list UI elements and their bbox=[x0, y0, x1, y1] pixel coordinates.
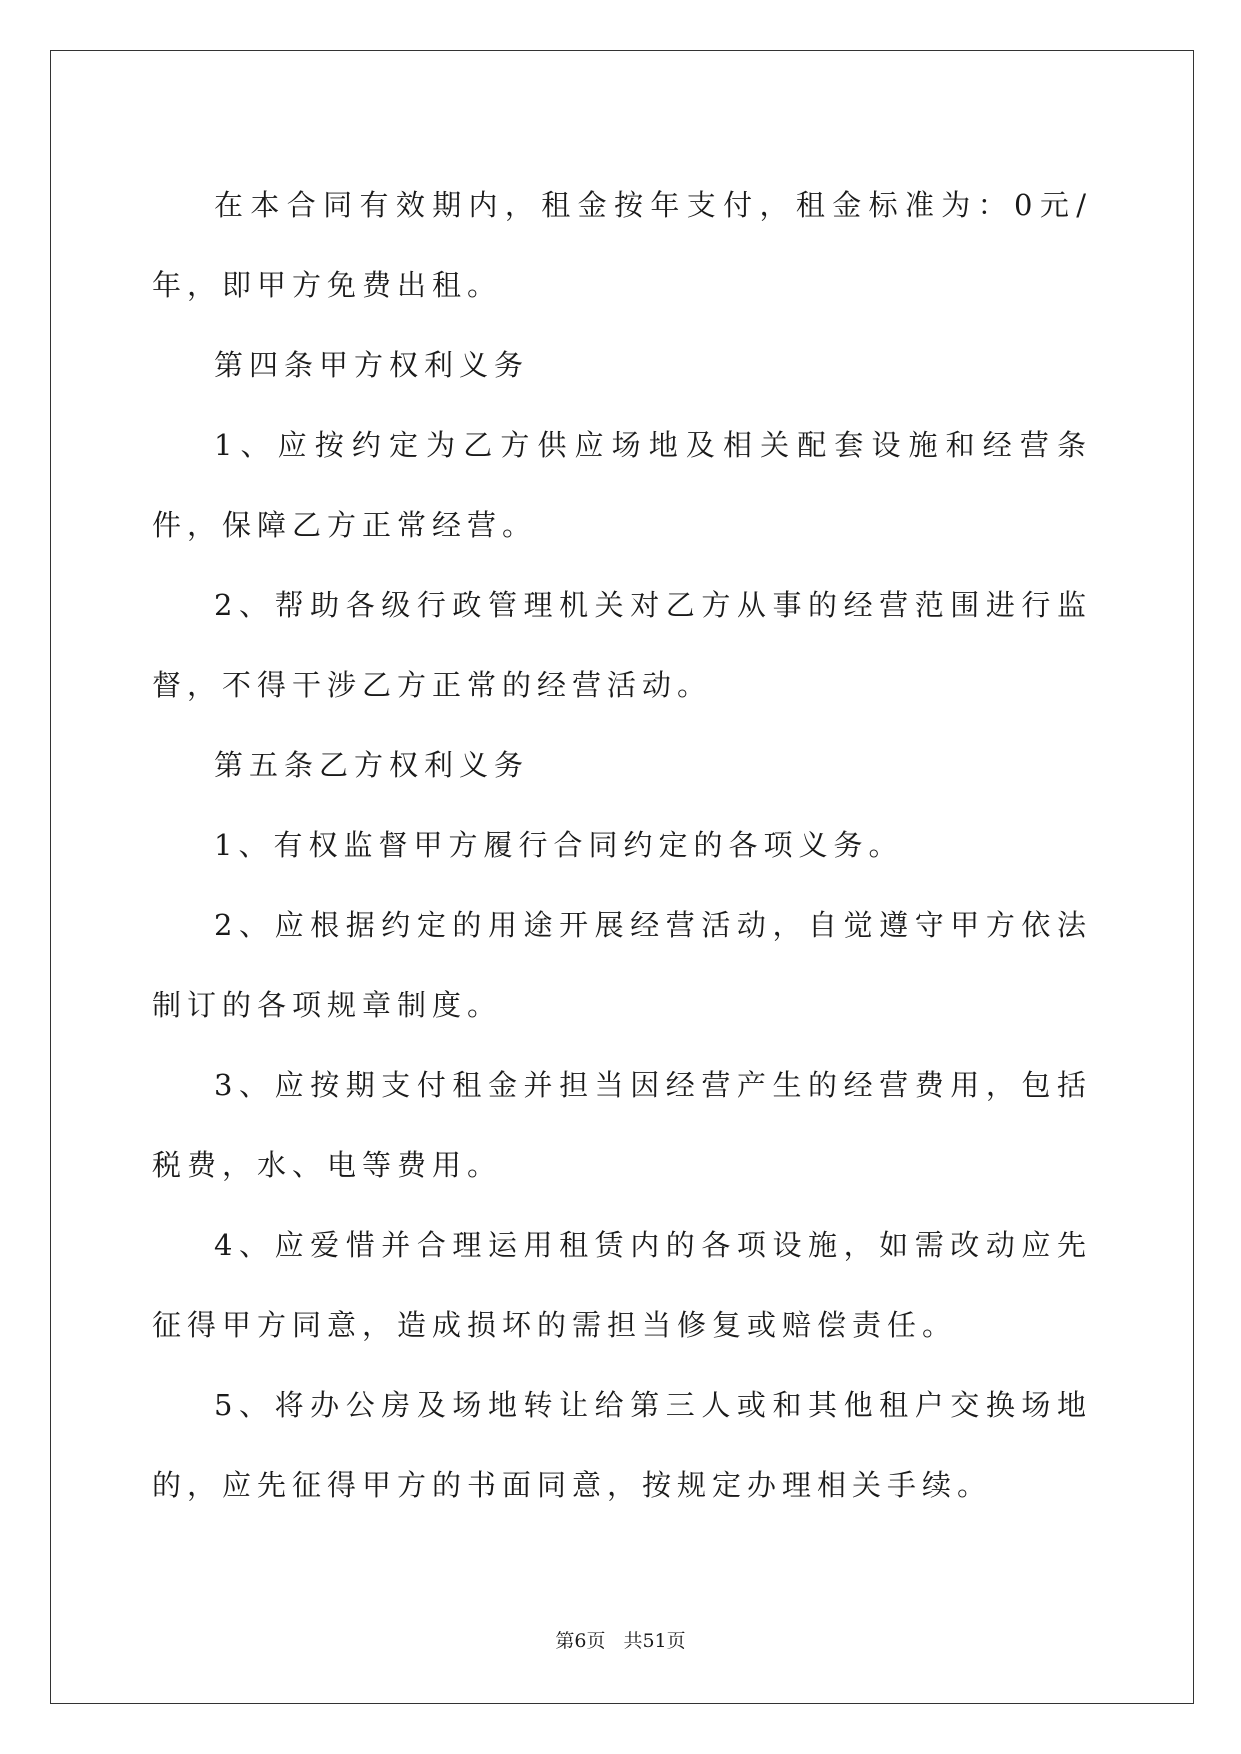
paragraph-rent-terms: 在本合同有效期内，租金按年支付，租金标准为：0元/年，即甲方免费出租。 bbox=[152, 188, 1092, 302]
paragraph-party-b-3: 3、应按期支付租金并担当因经营产生的经营费用，包括税费，水、电等费用。 bbox=[152, 1068, 1092, 1182]
paragraph-party-b-1: 1、有权监督甲方履行合同约定的各项义务。 bbox=[214, 828, 904, 862]
heading-article-5: 第五条乙方权利义务 bbox=[214, 748, 530, 782]
page-total: 共51页 bbox=[623, 1630, 686, 1652]
paragraph-party-a-2: 2、帮助各级行政管理机关对乙方从事的经营范围进行监督，不得干涉乙方正常的经营活动。 bbox=[152, 588, 1092, 702]
heading-article-4: 第四条甲方权利义务 bbox=[214, 348, 530, 382]
paragraph-party-b-4: 4、应爱惜并合理运用租赁内的各项设施，如需改动应先征得甲方同意，造成损坏的需担当修复或赔偿责任。 bbox=[152, 1228, 1092, 1342]
page-number: 第6页 bbox=[555, 1630, 606, 1652]
document-body bbox=[152, 165, 1092, 1525]
paragraph-party-a-1: 1、应按约定为乙方供应场地及相关配套设施和经营条件，保障乙方正常经营。 bbox=[152, 428, 1092, 542]
paragraph-party-b-5: 5、将办公房及场地转让给第三人或和其他租户交换场地的，应先征得甲方的书面同意，按规定办理相关手续。 bbox=[152, 1388, 1092, 1502]
page-footer bbox=[0, 1626, 1241, 1653]
paragraph-party-b-2: 2、应根据约定的用途开展经营活动，自觉遵守甲方依法制订的各项规章制度。 bbox=[152, 908, 1092, 1022]
